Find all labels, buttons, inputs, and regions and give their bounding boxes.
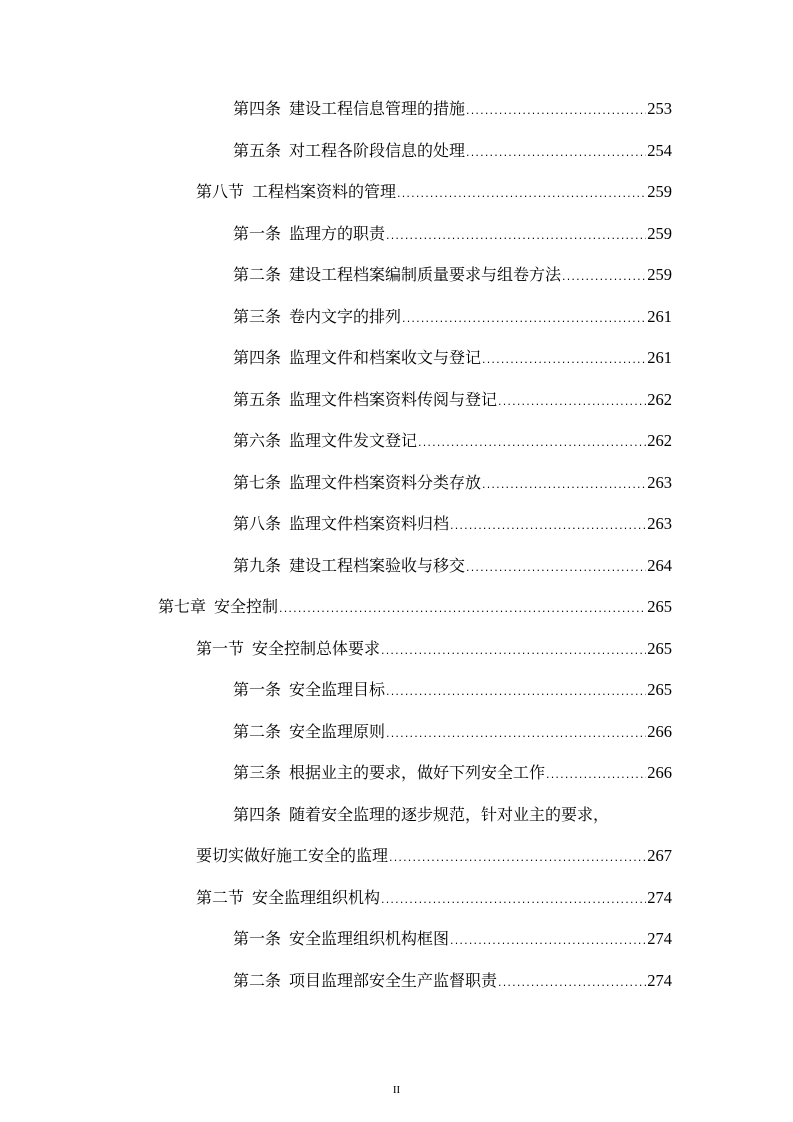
entry-page-number: 267 — [647, 846, 672, 865]
entry-page-number: 254 — [647, 140, 672, 160]
dot-leader — [546, 754, 646, 796]
dot-leader — [386, 671, 646, 713]
toc-entry-wrapped-first-line[interactable] — [233, 794, 793, 836]
dot-leader — [498, 962, 646, 1004]
entry-title: 建设工程档案编制质量要求与组卷方法 — [289, 265, 562, 284]
toc-entry[interactable] — [233, 88, 793, 130]
dot-leader — [418, 422, 646, 464]
entry-page-number: 261 — [647, 306, 672, 326]
entry-title: 监理方的职责 — [289, 223, 386, 243]
toc-entry[interactable] — [233, 379, 793, 421]
toc-entry[interactable] — [233, 254, 793, 296]
entry-page-number: 253 — [647, 99, 672, 118]
entry-title: 监理文件和档案收文与登记 — [289, 348, 482, 367]
entry-title: 要切实做好施工安全的监理 — [196, 846, 389, 865]
table-of-contents — [0, 88, 793, 1001]
entry-number: 第七章 — [158, 597, 207, 616]
toc-entry[interactable] — [233, 960, 793, 1002]
entry-number: 第一条 — [233, 680, 282, 699]
entry-page-number: 274 — [647, 929, 672, 948]
toc-entry[interactable] — [158, 586, 793, 628]
entry-title: 监理文件档案资料传阅与登记 — [289, 389, 498, 409]
dot-leader — [450, 505, 646, 547]
entry-title: 安全监理目标 — [289, 680, 386, 699]
toc-entry[interactable] — [233, 711, 793, 753]
entry-title: 工程档案资料的管理 — [252, 182, 397, 201]
dot-leader — [482, 339, 646, 381]
toc-entry[interactable] — [196, 628, 793, 670]
entry-title: 项目监理部安全生产监督职责 — [289, 970, 498, 990]
dot-leader — [466, 132, 646, 174]
entry-page-number: 274 — [647, 887, 672, 907]
entry-number: 第二条 — [233, 265, 282, 284]
entry-number: 第八节 — [196, 182, 245, 201]
entry-page-number: 263 — [647, 514, 672, 533]
toc-entry[interactable] — [233, 213, 793, 255]
entry-page-number: 263 — [647, 472, 672, 492]
entry-title: 建设工程信息管理的措施 — [289, 99, 466, 118]
toc-entry[interactable] — [233, 545, 793, 587]
entry-number: 第二条 — [233, 970, 282, 990]
entry-title: 随着安全监理的逐步规范，针对业主的要求， — [289, 804, 610, 824]
toc-entry[interactable] — [233, 462, 793, 504]
dot-leader — [397, 173, 646, 215]
entry-number: 第一条 — [233, 929, 282, 948]
entry-number: 第二节 — [196, 887, 245, 907]
dot-leader — [279, 588, 646, 630]
dot-leader — [386, 215, 646, 257]
toc-entry[interactable] — [233, 918, 793, 960]
page-footer-number: II — [392, 1084, 401, 1096]
entry-title: 根据业主的要求，做好下列安全工作 — [289, 763, 546, 782]
entry-page-number: 265 — [647, 680, 672, 699]
entry-title: 对工程各阶段信息的处理 — [289, 140, 466, 160]
toc-entry[interactable] — [233, 669, 793, 711]
toc-entry[interactable] — [233, 337, 793, 379]
entry-number: 第九条 — [233, 555, 282, 575]
entry-page-number: 266 — [647, 763, 672, 782]
toc-entry[interactable] — [233, 420, 793, 462]
dot-leader — [381, 630, 646, 672]
toc-entry[interactable] — [233, 752, 793, 794]
dot-leader — [466, 90, 646, 132]
toc-entry[interactable] — [233, 296, 793, 338]
entry-page-number: 266 — [647, 721, 672, 741]
dot-leader — [466, 547, 646, 589]
entry-number: 第一节 — [196, 638, 245, 658]
entry-number: 第一条 — [233, 223, 282, 243]
dot-leader — [389, 837, 646, 879]
entry-title: 卷内文字的排列 — [289, 306, 402, 326]
entry-title: 建设工程档案验收与移交 — [289, 555, 466, 575]
dot-leader — [450, 920, 646, 962]
entry-title: 监理文件档案资料归档 — [289, 514, 450, 533]
entry-number: 第四条 — [233, 804, 282, 824]
entry-page-number: 264 — [647, 555, 672, 575]
entry-number: 第五条 — [233, 389, 282, 409]
entry-page-number: 262 — [647, 431, 672, 450]
entry-page-number: 262 — [647, 389, 672, 409]
entry-number: 第二条 — [233, 721, 282, 741]
toc-entry[interactable] — [233, 130, 793, 172]
entry-title: 安全控制 — [214, 597, 279, 616]
entry-title: 监理文件发文登记 — [289, 431, 418, 450]
entry-title: 安全监理原则 — [289, 721, 386, 741]
entry-number: 第四条 — [233, 99, 282, 118]
entry-number: 第四条 — [233, 348, 282, 367]
entry-page-number: 274 — [647, 970, 672, 990]
toc-entry[interactable] — [196, 877, 793, 919]
entry-page-number: 265 — [647, 597, 672, 616]
toc-entry[interactable] — [196, 171, 793, 213]
dot-leader — [386, 713, 646, 755]
entry-page-number: 259 — [647, 182, 672, 201]
entry-number: 第三条 — [233, 763, 282, 782]
entry-title: 安全监理组织机构框图 — [289, 929, 450, 948]
entry-number: 第三条 — [233, 306, 282, 326]
toc-entry-wrapped-continuation[interactable] — [196, 835, 793, 877]
entry-number: 第七条 — [233, 472, 282, 492]
entry-page-number: 265 — [647, 638, 672, 658]
entry-page-number: 259 — [647, 223, 672, 243]
entry-page-number: 261 — [647, 348, 672, 367]
entry-title: 安全监理组织机构 — [252, 887, 381, 907]
dot-leader — [402, 298, 646, 340]
entry-page-number: 259 — [647, 265, 672, 284]
entry-number: 第八条 — [233, 514, 282, 533]
dot-leader — [562, 256, 646, 298]
entry-title: 安全控制总体要求 — [252, 638, 381, 658]
dot-leader — [381, 879, 646, 921]
dot-leader — [482, 464, 646, 506]
toc-entry[interactable] — [233, 503, 793, 545]
dot-leader — [498, 381, 646, 423]
entry-number: 第五条 — [233, 140, 282, 160]
entry-title: 监理文件档案资料分类存放 — [289, 472, 482, 492]
entry-number: 第六条 — [233, 431, 282, 450]
